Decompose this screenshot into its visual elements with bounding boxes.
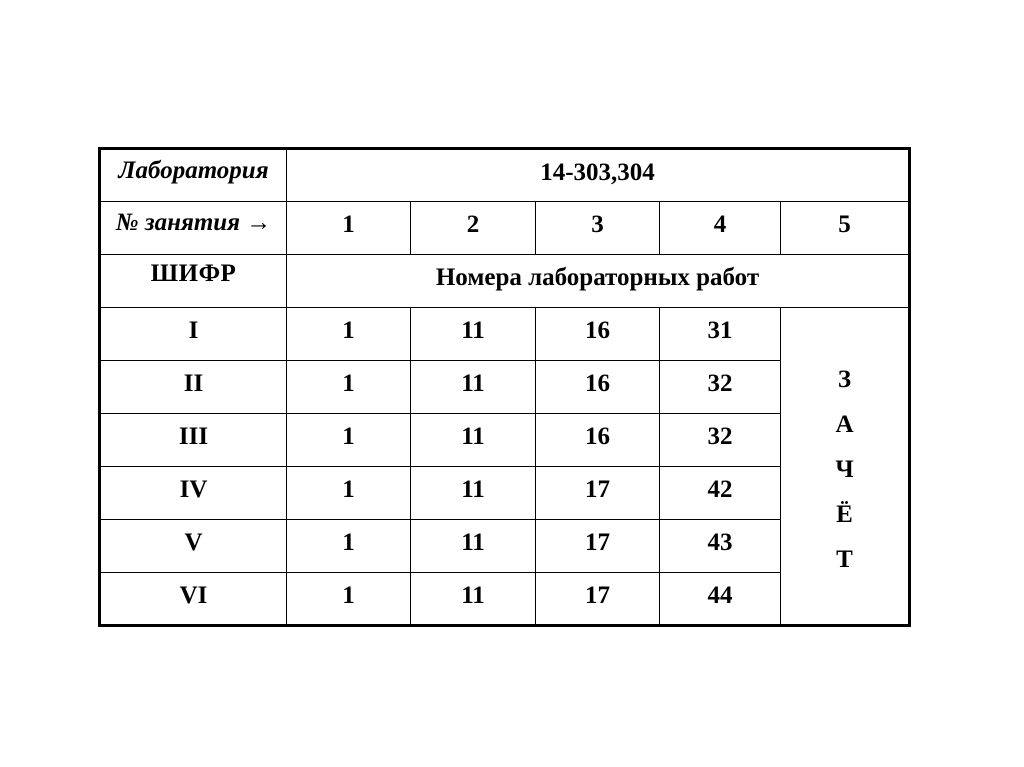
work-number-cell: 1	[287, 361, 411, 414]
credit-letter: Ч	[835, 455, 854, 483]
work-number-cell: 1	[287, 520, 411, 573]
work-number-cell: 1	[287, 467, 411, 520]
work-number-cell: 11	[411, 520, 536, 573]
work-number-cell: 43	[660, 520, 781, 573]
session-row	[100, 202, 910, 255]
work-number-cell: 16	[536, 361, 660, 414]
work-number-cell: 11	[411, 414, 536, 467]
work-number-cell: 11	[411, 467, 536, 520]
credit-letter: Ё	[836, 500, 853, 528]
work-number-cell: 32	[660, 414, 781, 467]
work-number-cell: 1	[287, 414, 411, 467]
session-number: 4	[660, 202, 781, 255]
cipher-cell: V	[100, 520, 287, 573]
credit-cell	[781, 308, 910, 626]
work-number-cell: 16	[536, 308, 660, 361]
credit-letter: Т	[836, 545, 853, 573]
work-number-cell: 1	[287, 308, 411, 361]
work-number-cell: 17	[536, 573, 660, 626]
cipher-cell: VI	[100, 573, 287, 626]
session-number: 2	[411, 202, 536, 255]
work-number-cell: 31	[660, 308, 781, 361]
credit-vertical-text	[781, 361, 908, 572]
credit-letter: З	[837, 365, 852, 393]
cipher-cell: I	[100, 308, 287, 361]
work-number-cell: 1	[287, 573, 411, 626]
lab-schedule-table	[98, 147, 911, 627]
work-number-cell: 44	[660, 573, 781, 626]
credit-letter: А	[835, 410, 854, 438]
work-number-cell: 11	[411, 573, 536, 626]
work-number-cell: 17	[536, 467, 660, 520]
cipher-header-row	[100, 255, 910, 308]
cipher-label: ШИФР	[100, 255, 287, 308]
session-number: 3	[536, 202, 660, 255]
laboratory-value: 14-303,304	[287, 149, 910, 202]
work-number-cell: 11	[411, 361, 536, 414]
table-row	[100, 308, 910, 361]
cipher-cell: II	[100, 361, 287, 414]
work-number-cell: 32	[660, 361, 781, 414]
session-number: 1	[287, 202, 411, 255]
lab-works-header: Номера лабораторных работ	[287, 255, 910, 308]
cipher-cell: IV	[100, 467, 287, 520]
session-number-label: № занятия →	[100, 202, 287, 255]
cipher-cell: III	[100, 414, 287, 467]
work-number-cell: 16	[536, 414, 660, 467]
work-number-cell: 11	[411, 308, 536, 361]
work-number-cell: 42	[660, 467, 781, 520]
session-number: 5	[781, 202, 910, 255]
laboratory-label: Лаборатория	[100, 149, 287, 202]
work-number-cell: 17	[536, 520, 660, 573]
laboratory-row	[100, 149, 910, 202]
